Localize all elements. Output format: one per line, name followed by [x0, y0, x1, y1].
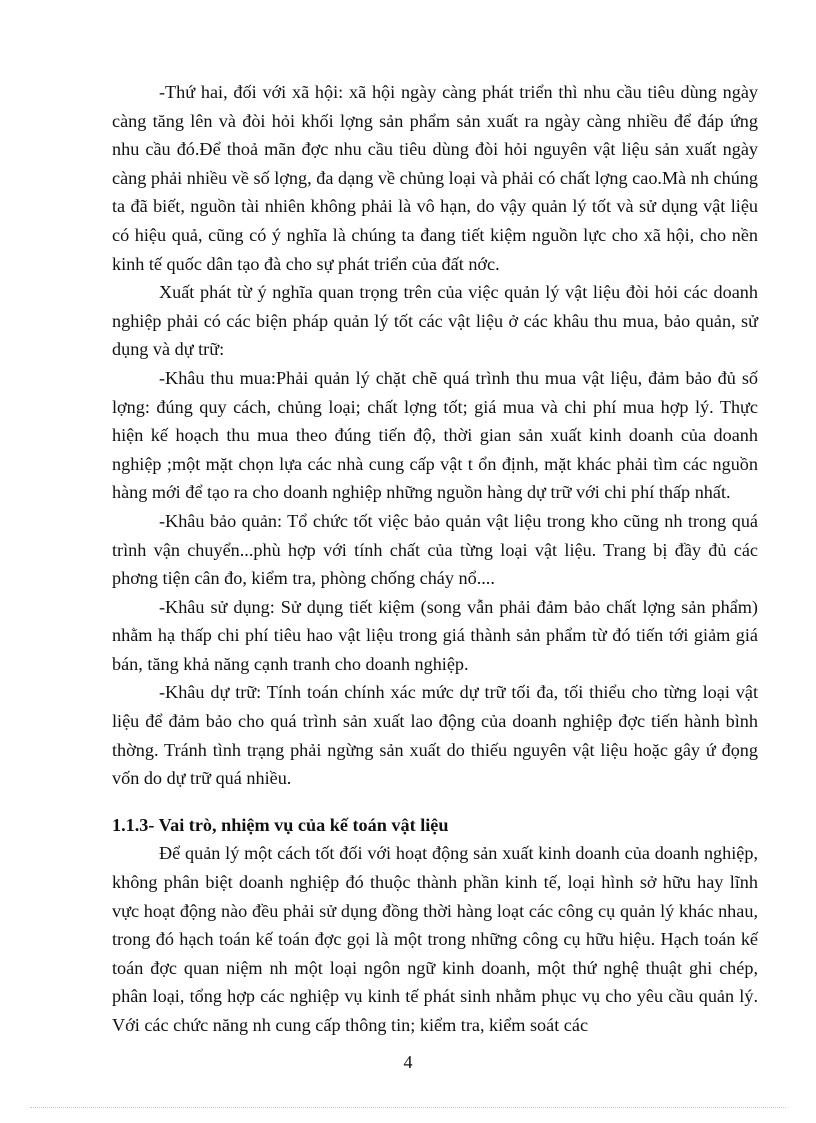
page-number: 4: [403, 1052, 413, 1072]
paragraph-usage: -Khâu sử dụng: Sử dụng tiết kiệm (song vẫn phải đảm bảo chất lợng sản phẩm) nhằm hạ thấp chi phí tiêu hao vật liệu trong giá thành sản phẩm từ đó tiến tới giảm giá bán, tăng khả năng cạnh tranh cho doanh nghiệp.: [112, 596, 758, 674]
paragraph-accounting-role: Để quản lý một cách tốt đối với hoạt động sản xuất kinh doanh của doanh nghiệp, không phân biệt doanh nghiệp đó thuộc thành phần kinh tế, loại hình sở hữu hay lĩnh vực hoạt động nào đều phải sử dụng đồng thời hàng loạt các công cụ quản lý khác nhau, trong đó hạch toán kế toán đợc gọi là một trong những công cụ hữu hiệu. Hạch toán kế toán đợc quan niệm nh một loại ngôn ngữ kinh doanh, một thứ nghệ thuật ghi chép, phân loại, tổng hợp các nghiệp vụ kinh tế phát sinh nhằm phục vụ cho yêu cầu quản lý. Với các chức năng nh cung cấp thông tin; kiểm tra, kiểm soát các: [112, 843, 758, 1035]
section-heading: 1.1.3- Vai trò, nhiệm vụ của kế toán vật liệu: [112, 814, 449, 835]
paragraph-social-role: -Thứ hai, đối với xã hội: xã hội ngày càng phát triển thì nhu cầu tiêu dùng ngày càng tăng lên và đòi hỏi khối lợng sản phẩm sản xuất ra ngày càng nhiều để đáp ứng nhu cầu đó.Để thoả mãn đợc nhu cầu tiêu dùng đòi hỏi nguyên vật liệu sản xuất ngày càng phải nhiều về số lợng, đa dạng về chủng loại và phải có chất lợng cao.Mà nh chúng ta đã biết, nguồn tài nhiên không phải là vô hạn, do vậy quản lý tốt và sử dụng vật liệu có hiệu quả, cũng có ý nghĩa là chúng ta đang tiết kiệm nguồn lực cho xã hội, cho nền kinh tế quốc dân tạo đà cho sự phát triển của đất nớc.: [112, 82, 758, 274]
paragraph-storage: -Khâu bảo quản: Tổ chức tốt việc bảo quản vật liệu trong kho cũng nh trong quá trình vận chuyển...phù hợp với tính chất của từng loại vật liệu. Trang bị đầy đủ các phơng tiện cân đo, kiểm tra, phòng chống cháy nổ....: [112, 510, 758, 589]
paragraph-reserve: -Khâu dự trữ: Tính toán chính xác mức dự trữ tối đa, tối thiểu cho từng loại vật liệu để đảm bảo cho quá trình sản xuất lao động của doanh nghiệp đợc tiến hành bình thờng. Tránh tình trạng phải ngừng sản xuất do thiếu nguyên vật liệu hoặc gây ứ đọng vốn do dự trữ quá nhiều.: [112, 682, 758, 789]
body-text: [112, 78, 758, 1040]
paragraph-purchasing: -Khâu thu mua:Phải quản lý chặt chẽ quá trình thu mua vật liệu, đảm bảo đủ số lợng: đúng quy cách, chủng loại; chất lợng tốt; giá mua và chi phí mua hợp lý. Thực hiện kế hoạch thu mua theo đúng tiến độ, thời gian sản xuất kinh doanh của doanh nghiệp ;một mặt chọn lựa các nhà cung cấp vật t ổn định, mặt khác phải tìm các nguồn hàng mới để tạo ra cho doanh nghiệp những nguồn hàng dự trữ với chi phí thấp nhất.: [112, 367, 758, 503]
paragraph-management-requirements: Xuất phát từ ý nghĩa quan trọng trên của việc quản lý vật liệu đòi hỏi các doanh nghiệp phải có các biện pháp quản lý tốt các vật liệu ở các khâu thu mua, bảo quản, sử dụng và dự trữ:: [112, 282, 758, 360]
footer-divider: [30, 1107, 786, 1108]
